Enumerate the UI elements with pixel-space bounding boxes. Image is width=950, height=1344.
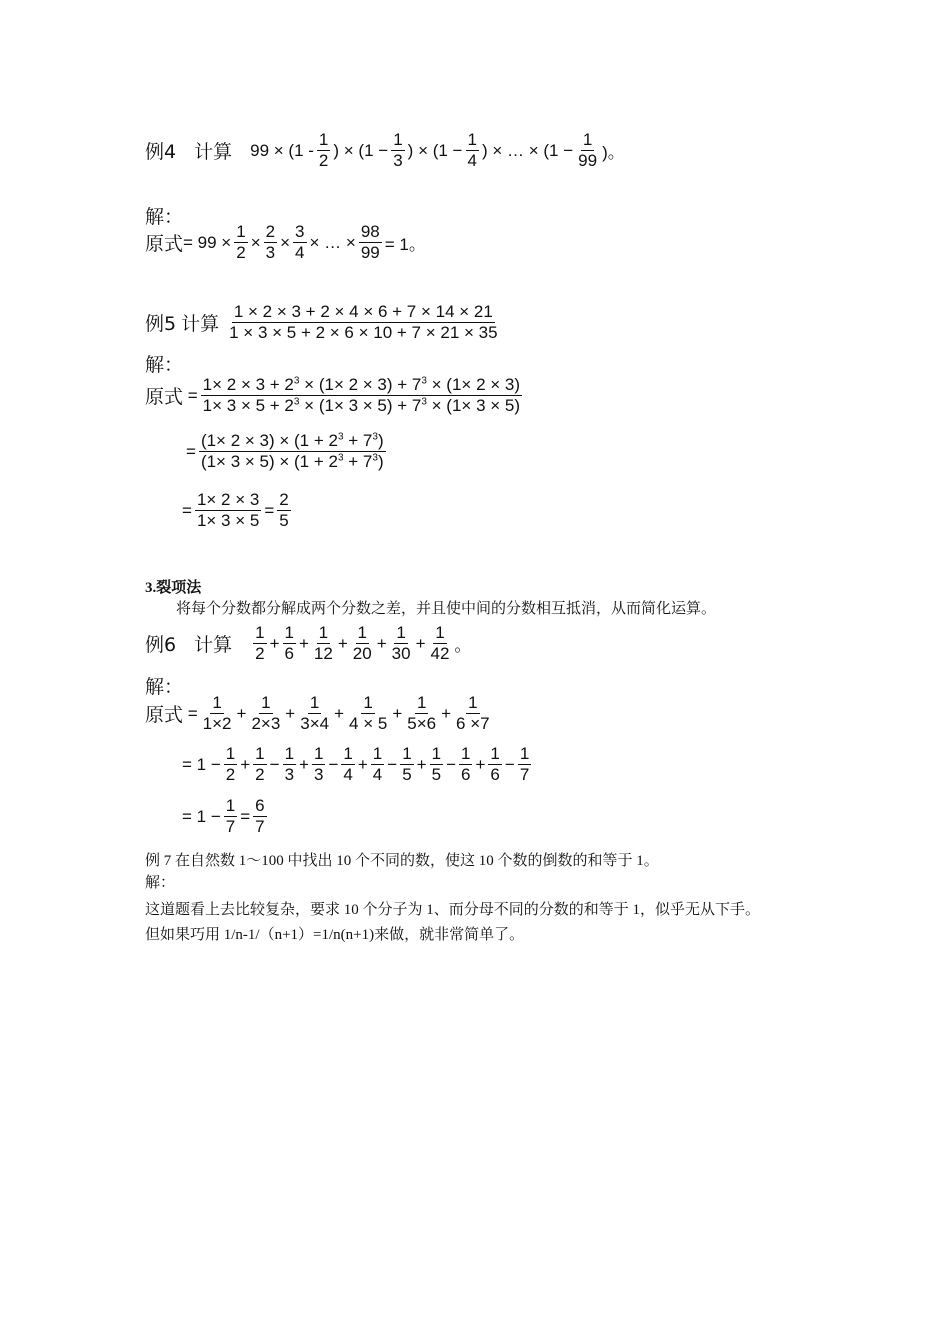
fraction: $\frac{1}{4}$ [343, 744, 353, 784]
answer-label: 原式 [145, 233, 184, 255]
fraction: $\frac{2}{3}$ [265, 222, 276, 262]
fraction: $\frac{1}{6}$ [284, 623, 294, 663]
example-4-label: 例4 [145, 141, 177, 163]
example-6-solution-label: 解： [145, 676, 184, 698]
example-4-solution-label: 解： [145, 206, 184, 228]
example-7-solution-label: 解： [145, 875, 176, 891]
example-5-solution-label: 解： [145, 354, 184, 376]
example-4-question: 例4 计算 99 × (1 - $\frac{1}{2}$ ) × (1 − $\frac{1}{3}$ ) × (1 − $\frac{1}{4}$ ) × … × (1 − $\frac{1}{99}$ )。 [145, 130, 625, 170]
fraction: $\frac{1}{7}$ [519, 744, 530, 784]
example-5-step-1: 原式 = $\frac{1\times 2 \times 3 + 2^3 \times (1\times 2 \times 3) + 7^3 \times (1\times 2 \times 3)}{1\times 3 \times 5 + 2^3 \times (1\times 3 \times 5) + 7^3 \times (1\times 3 \times 5)}$ [145, 375, 521, 415]
fraction: $\frac{1}{4}$ [372, 744, 383, 784]
fraction: $\frac{1}{7}$ [225, 796, 236, 836]
fraction: $\frac{1}{4}$ [467, 130, 477, 170]
example-6-question: 例6 计算 $\frac{1}{2}$ + $\frac{1}{6}$ + $\frac{1}{12}$ + $\frac{1}{20}$ + $\frac{1}{30}$ + $\frac{1}{42}$ 。 [145, 623, 472, 663]
fraction: $\frac{1}{2\times 3}$ [251, 693, 281, 733]
fraction: $\frac{1}{2}$ [255, 744, 265, 784]
example-5-question [145, 302, 503, 343]
example-6-step-2: = 1 − $\frac{1}{2}$ + $\frac{1}{2}$ − $\frac{1}{3}$ + $\frac{1}{3}$ − $\frac{1}{4}$ + $\frac{1}{4}$ − $\frac{1}{5}$ + $\frac{1}{5}$ − $\frac{1}{6}$ + $\frac{1}{6}$ − $\frac{1}{7}$ [182, 744, 530, 784]
fraction: $\frac{1}{6}$ [490, 744, 500, 784]
fraction: $\frac{1}{2}$ [255, 623, 265, 663]
fraction: $\frac{1}{2}$ [318, 130, 329, 170]
example-7-question: 例 7 在自然数 1～100 中找出 10 个不同的数，使这 10 个数的倒数的和等于 1。 [145, 853, 659, 869]
fraction: $\frac{1}{2}$ [225, 744, 236, 784]
fraction: $\frac{1}{42}$ [430, 623, 450, 663]
example-6-compute: 计算 [194, 634, 233, 656]
fraction: $\frac{1}{30}$ [391, 623, 411, 663]
fraction: $\frac{1}{3}$ [313, 744, 324, 784]
fraction: $\frac{1\times 2 \times 3 + 2^3 \times (1\times 2 \times 3) + 7^3 \times (1\times 2 \times 3)}{1\times 3 \times 5 + 2^3 \times (1\times 3 \times 5) + 7^3 \times (1\times 3 \times 5)}$ [202, 375, 521, 415]
section-3-heading: 3.裂项法 [145, 580, 202, 596]
example-7-paragraph-1: 这道题看上去比较复杂，要求 10 个分子为 1、而分母不同的分数的和等于 1，似乎无从下手。 [145, 902, 761, 918]
fraction: $\frac{1}{3}$ [393, 130, 403, 170]
fraction: $\frac{(1\times 2 \times 3) \times (1 + 2^3 + 7^3)}{(1\times 3 \times 5) \times (1 + 2^3 + 7^3)}$ [200, 431, 384, 471]
example-4-compute: 计算 [194, 141, 233, 163]
fraction: $\frac{1}{5}$ [431, 744, 442, 784]
fraction: $\frac{1 \times 2 \times 3 + 2 \times 4 \times 6 + 7 \times 14 \times 21}{1 \times 3 \times 5 + 2 \times 6 \times 10 + 7 \times 21 \times 35}$ [229, 302, 498, 342]
fraction: $\frac{98}{99}$ [360, 222, 380, 262]
fraction: $\frac{1}{6 \times 7}$ [456, 693, 490, 733]
example-5-compute: 计算 [181, 313, 220, 335]
example-4-answer: 原式 = 99 × $\frac{1}{2}$ × $\frac{2}{3}$ × $\frac{3}{4}$ × … × $\frac{98}{99}$ = 1。 [145, 222, 426, 262]
fraction: $\frac{1}{1\times 2}$ [202, 693, 232, 733]
example-6-step-1: 原式 = $\frac{1}{1\times 2}$ + $\frac{1}{2\times 3}$ + $\frac{1}{3\times 4}$ + $\frac{1}{4 \times 5}$ + $\frac{1}{5\times 6}$ + $\frac{1}{6 \times 7}$ [145, 693, 490, 733]
fraction: $\frac{1}{5}$ [402, 744, 412, 784]
example-7-paragraph-2: 但如果巧用 1/n-1/（n+1）=1/n(n+1)来做，就非常简单了。 [145, 927, 525, 943]
fraction: $\frac{1}{99}$ [578, 130, 598, 170]
fraction: $\frac{1}{5\times 6}$ [407, 693, 437, 733]
fraction: $\frac{1}{4 \times 5}$ [349, 693, 388, 733]
fraction: $\frac{1}{3}$ [284, 744, 295, 784]
section-3-description: 将每个分数都分解成两个分数之差，并且使中间的分数相互抵消，从而简化运算。 [176, 601, 717, 617]
fraction: $\frac{1}{12}$ [313, 623, 333, 663]
fraction: $\frac{3}{4}$ [295, 222, 305, 262]
fraction: $\frac{1}{2}$ [236, 222, 246, 262]
fraction: $\frac{1\times 2 \times 3}{1\times 3 \times 5}$ [196, 490, 260, 530]
example-5-label: 例5 [145, 313, 177, 335]
answer-label: 原式 [145, 704, 184, 726]
fraction: $\frac{1}{20}$ [352, 623, 372, 663]
example-6-step-3: = 1 − $\frac{1}{7}$ = $\frac{6}{7}$ [182, 796, 265, 836]
fraction: $\frac{6}{7}$ [255, 796, 265, 836]
fraction: $\frac{1}{6}$ [461, 744, 471, 784]
example-5-step-2: = $\frac{(1\times 2 \times 3) \times (1 + 2^3 + 7^3)}{(1\times 3 \times 5) \times (1 + 2^3 + 7^3)}$ [186, 431, 384, 471]
example-5-step-3: = $\frac{1\times 2 \times 3}{1\times 3 \times 5}$ = $\frac{2}{5}$ [182, 490, 289, 530]
fraction: $\frac{1}{3\times 4}$ [300, 693, 330, 733]
answer-label: 原式 [145, 386, 184, 408]
example-6-label: 例6 [145, 634, 177, 656]
fraction: $\frac{2}{5}$ [279, 490, 289, 530]
lead-number: 99 [250, 140, 270, 160]
